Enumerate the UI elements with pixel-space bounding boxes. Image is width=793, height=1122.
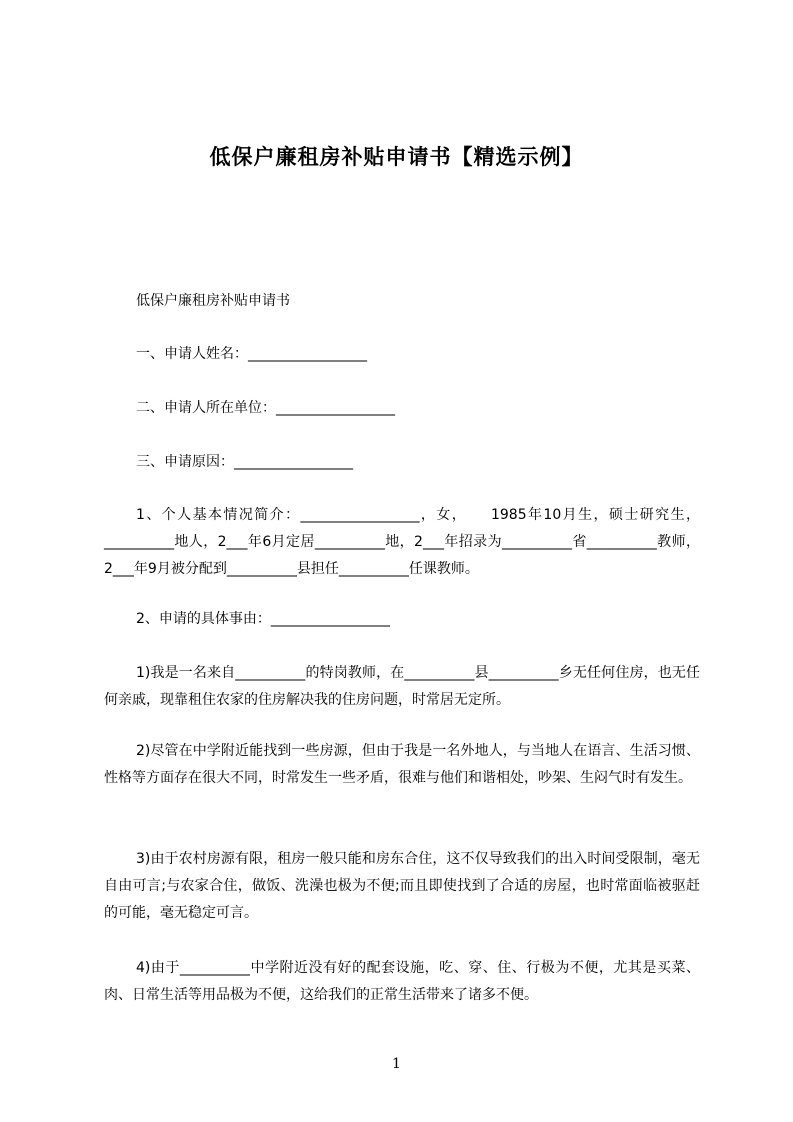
- applicant-name-line: 一、申请人姓名：_________________: [136, 346, 367, 362]
- document-subtitle: 低保户廉租房补贴申请书: [136, 293, 290, 309]
- page-number: 1: [392, 1056, 401, 1072]
- reason-paragraph-3: 3)由于农村房源有限，租房一般只能和房东合住，这不仅导致我们的出入时间受限制，毫无自由可言;与农家合住，做饭、洗澡也极为不便;而且即使找到了合适的房屋，也时常面临被驱赶的可能，毫无稳定可言。: [104, 851, 700, 921]
- reason-paragraph-4: 4)由于__________中学附近没有好的配套设施，吃、穿、住、行极为不便，尤其是买菜、肉、日常生活等用品极为不便，这给我们的正常生活带来了诸多不便。: [104, 960, 700, 1003]
- specific-reason-line: 2、申请的具体事由：_________________: [136, 611, 390, 627]
- application-reason-line: 三、申请原因：_________________: [136, 454, 353, 470]
- personal-info-paragraph: 1、个人基本情况简介：_________________，女， 1985年10月生，硕士研究生，__________地人，2___年6月定居__________地，2___年招录为__________省__________教师，2___年9月被分配到__________县担任__________任课教师。: [104, 507, 700, 577]
- applicant-unit-line: 二、申请人所在单位：_________________: [136, 400, 395, 416]
- document-title: 低保户廉租房补贴申请书【精选示例】: [209, 145, 584, 169]
- reason-paragraph-1: 1)我是一名来自__________的特岗教师，在__________县__________乡无任何住房，也无任何亲戚，现靠租住农家的住房解决我的住房问题，时常居无定所。: [104, 665, 700, 708]
- reason-paragraph-2: 2)尽管在中学附近能找到一些房源，但由于我是一名外地人，与当地人在语言、生活习惯、性格等方面存在很大不同，时常发生一些矛盾，很难与他们和谐相处，吵架、生闷气时有发生。: [104, 743, 700, 786]
